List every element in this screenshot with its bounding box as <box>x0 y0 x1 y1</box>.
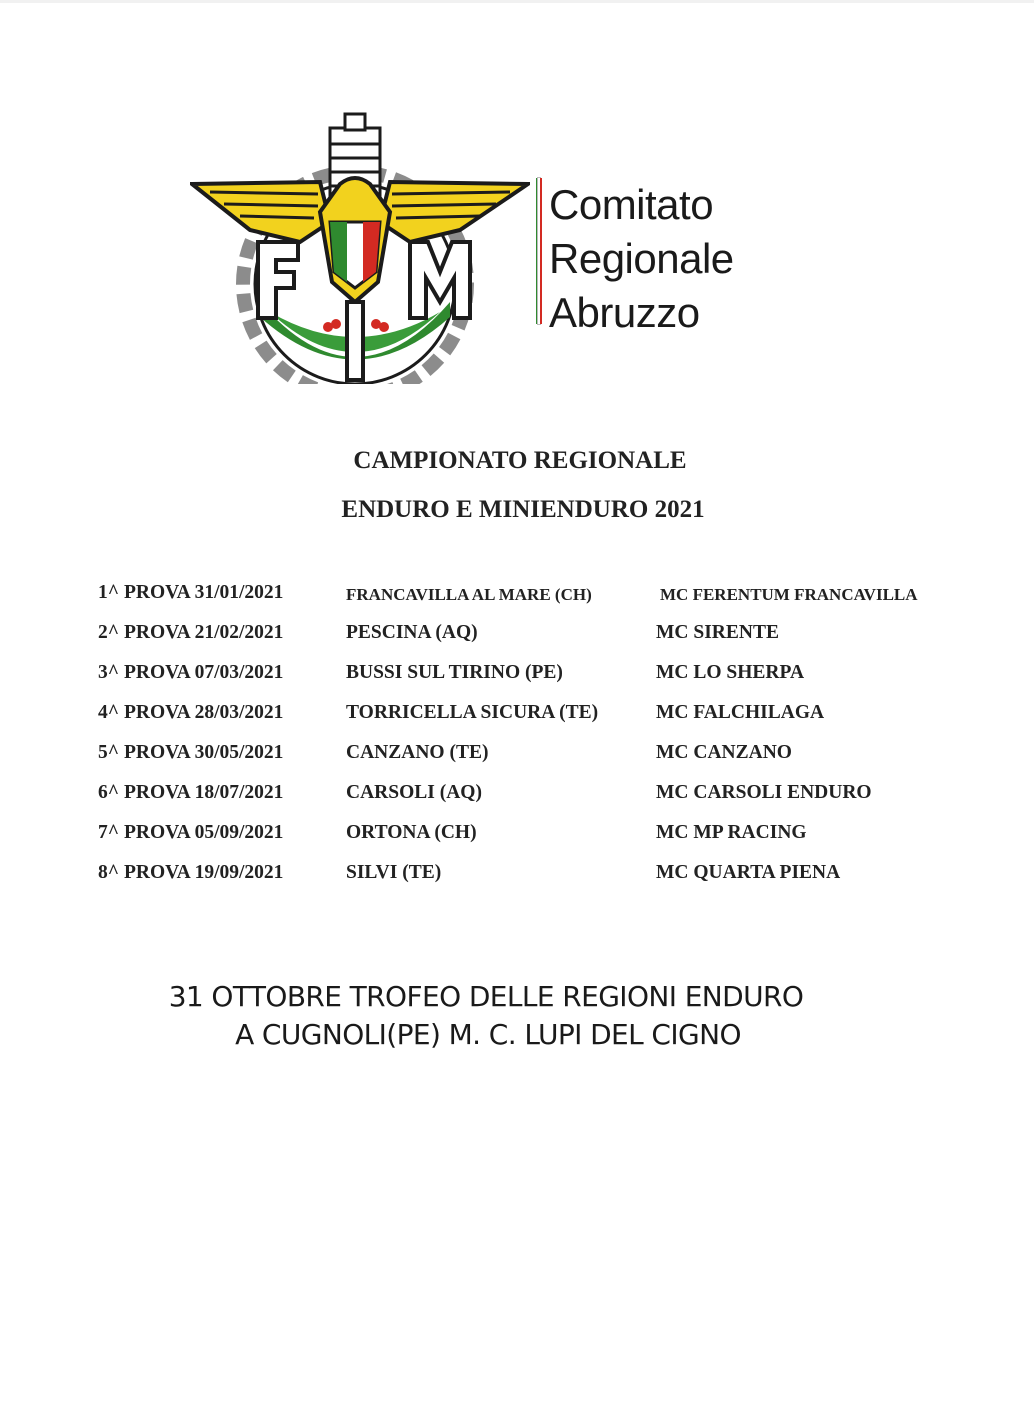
club: MC FERENTUM FRANCAVILLA <box>660 585 918 604</box>
location: FRANCAVILLA AL MARE (CH) <box>346 585 592 604</box>
club: MC LO SHERPA <box>656 662 805 683</box>
club: MC FALCHILAGA <box>656 702 825 723</box>
page-title-line-2: ENDURO E MINIENDURO 2021 <box>341 496 705 523</box>
top-border <box>0 0 1034 3</box>
club: MC SIRENTE <box>656 622 779 643</box>
committee-line-1: Comitato <box>549 181 714 228</box>
schedule-row <box>0 662 1034 692</box>
committee-line-2: Regionale <box>549 235 734 282</box>
location: BUSSI SUL TIRINO (PE) <box>346 662 563 683</box>
prova-date: 5^ PROVA 30/05/2021 <box>98 742 284 763</box>
prova-date: 8^ PROVA 19/09/2021 <box>98 862 284 883</box>
trophy-note-line-1: 31 OTTOBRE TROFEO DELLE REGIONI ENDURO <box>168 980 804 1013</box>
page-title-line-1: CAMPIONATO REGIONALE <box>353 447 687 474</box>
trophy-note-line-2: A CUGNOLI(PE) M. C. LUPI DEL CIGNO <box>235 1018 741 1051</box>
fmi-logo <box>190 112 530 384</box>
schedule-row <box>0 582 1034 612</box>
club: MC QUARTA PIENA <box>656 862 841 883</box>
prova-date: 6^ PROVA 18/07/2021 <box>98 782 284 803</box>
prova-date: 7^ PROVA 05/09/2021 <box>98 822 284 843</box>
fmi-emblem-icon <box>190 112 530 384</box>
schedule-row <box>0 742 1034 772</box>
committee-name <box>549 178 734 340</box>
logo-tricolor-divider <box>536 178 542 324</box>
location: PESCINA (AQ) <box>346 622 478 643</box>
committee-line-3: Abruzzo <box>549 289 700 336</box>
prova-date: 1^ PROVA 31/01/2021 <box>98 582 284 603</box>
schedule-row <box>0 702 1034 732</box>
location: CANZANO (TE) <box>346 742 489 763</box>
location: CARSOLI (AQ) <box>346 782 482 803</box>
club: MC CANZANO <box>656 742 792 763</box>
schedule-row <box>0 862 1034 892</box>
prova-date: 2^ PROVA 21/02/2021 <box>98 622 284 643</box>
location: TORRICELLA SICURA (TE) <box>346 702 599 723</box>
schedule-row <box>0 782 1034 812</box>
prova-date: 3^ PROVA 07/03/2021 <box>98 662 284 683</box>
prova-date: 4^ PROVA 28/03/2021 <box>98 702 284 723</box>
schedule-row <box>0 822 1034 852</box>
location: SILVI (TE) <box>346 862 442 883</box>
schedule-row <box>0 622 1034 652</box>
location: ORTONA (CH) <box>346 822 477 843</box>
club: MC MP RACING <box>656 822 807 843</box>
club: MC CARSOLI ENDURO <box>656 782 872 803</box>
